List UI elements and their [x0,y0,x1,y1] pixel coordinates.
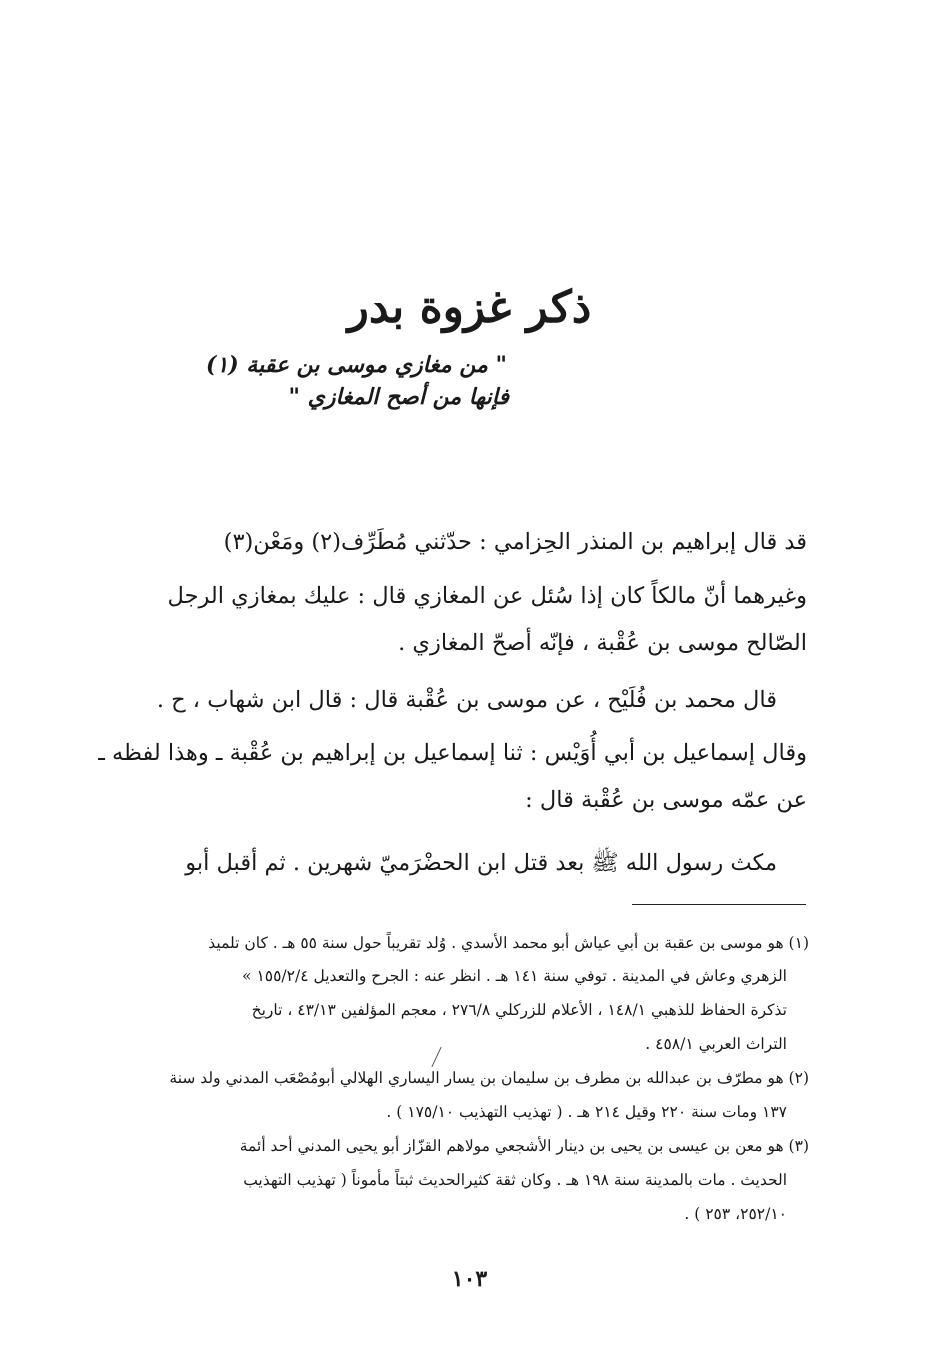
body-line: قال محمد بن فُلَيْح ، عن موسى بن عُقْبة قال : قال ابن شهاب ، ح . [156,687,777,713]
footnote-line: الحديث . مات بالمدينة سنة ١٩٨ هـ . وكان ثقة كثيرالحديث ثبتاً مأموناً ( تهذيب التهذيب [243,1171,787,1189]
body-line: وغيرهما أنّ مالكاً كان إذا سُئل عن المغازي قال : عليك بمغازي الرجل [167,583,807,609]
footnote-line: (٣) هو معن بن عيسى بن يحيى بن دينار الأشجعي مولاهم القزّاز أبو يحيى المدني أحد أئمة [239,1137,809,1155]
body-line: قد قال إبراهيم بن المنذر الحِزامي : حدّثني مُطَرِّف(٢) ومَعْن(٣) [223,529,807,555]
footnote-line: الزهري وعاش في المدينة . توفي سنة ١٤١ هـ . انظر عنه : الجرح والتعديل ١٥٥/٢/٤ » [242,967,787,985]
body-line: وقال إسماعيل بن أبي أُوَيْس : ثنا إسماعيل بن إبراهيم بن عُقْبة ـ وهذا لفظه ـ [98,740,807,766]
body-line: الصّالح موسى بن عُقْبة ، فإنّه أصحّ المغازي . [398,630,807,656]
page-number: ١٠٣ [451,1266,488,1292]
chapter-subtitle-line1: " من مغازي موسى بن عقبة (١) [205,352,507,378]
chapter-subtitle-line2: فإنها من أصح المغازي " [288,384,509,410]
chapter-title: ذكر غزوة بدر [347,282,592,333]
footnote-line: التراث العربي ٤٥٨/١ . [645,1035,787,1053]
body-line: عن عمّه موسى بن عُقْبة قال : [525,787,807,813]
footnote-line: (١) هو موسى بن عقبة بن أبي عياش أبو محمد الأسدي . وُلد تقريباً حول سنة ٥٥ هـ . كان تلميذ [208,934,809,952]
footnote-line: تذكرة الحفاظ للذهبي ١٤٨/١ ، الأعلام للزركلي ٢٧٦/٨ ، معجم المؤلفين ٤٣/١٣ ، تاريخ [251,1001,787,1019]
footnote-line: ٢٥٢/١٠، ٢٥٣ ) . [684,1205,787,1223]
footnote-divider [632,904,806,905]
body-line: مكث رسول الله ﷺ بعد قتل ابن الحضْرَميّ شهرين . ثم أقبل أبو [185,850,777,876]
stray-pen-mark [431,1047,441,1067]
footnote-line: (٢) هو مطرّف بن عبدالله بن مطرف بن سليمان بن يسار اليساري الهلالي أبومُصْعَب المدني ولد سنة [169,1069,809,1087]
footnote-line: ١٣٧ ومات سنة ٢٢٠ وقيل ٢١٤ هـ . ( تهذيب التهذيب ١٧٥/١٠ ) . [386,1103,787,1121]
